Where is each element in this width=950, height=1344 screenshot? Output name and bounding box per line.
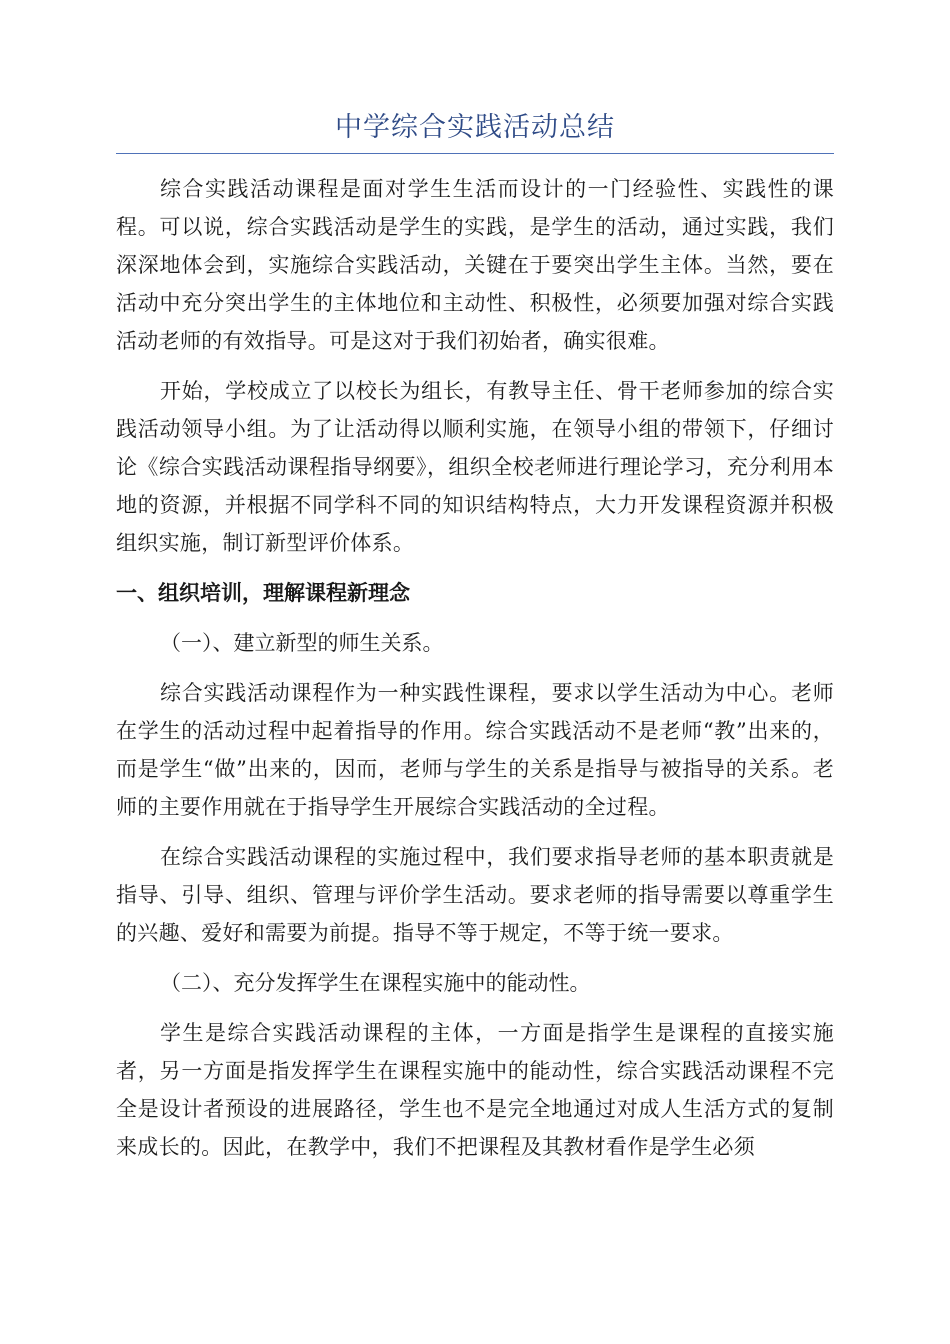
intro-paragraph-1: 综合实践活动课程是面对学生生活而设计的一门经验性、实践性的课程。可以说，综合实践活动是学生的实践，是学生的活动，通过实践，我们深深地体会到，实施综合实践活动，关键在于要突出学生主体。当然，要在活动中充分突出学生的主体地位和主动性、积极性，必须要加强对综合实践活动老师的有效指导。可是这对于我们初始者，确实很难。: [116, 177, 834, 353]
subsection-heading-2: （二）、充分发挥学生在课程实施中的能动性。: [160, 971, 591, 995]
subsection-heading-1: （一）、建立新型的师生关系。: [160, 631, 444, 655]
subsection-1-paragraph-1: 综合实践活动课程作为一种实践性课程，要求以学生活动为中心。老师在学生的活动过程中起着指导的作用。综合实践活动不是老师“教”出来的，而是学生“做”出来的，因而，老师与学生的关系是指导与被指导的关系。老师的主要作用就在于指导学生开展综合实践活动的全过程。: [116, 681, 834, 819]
subsection-2-paragraph-1: 学生是综合实践活动课程的主体，一方面是指学生是课程的直接实施者，另一方面是指发挥学生在课程实施中的能动性，综合实践活动课程不完全是设计者预设的进展路径，学生也不是完全地通过对成人生活方式的复制来成长的。因此，在教学中，我们不把课程及其教材看作是学生必须: [116, 1021, 834, 1159]
intro-paragraph-2: 开始，学校成立了以校长为组长，有教导主任、骨干老师参加的综合实践活动领导小组。为了让活动得以顺利实施，在领导小组的带领下，仔细讨论《综合实践活动课程指导纲要》，组织全校老师进行理论学习，充分利用本地的资源，并根据不同学科不同的知识结构特点，大力开发课程资源并积极组织实施，制订新型评价体系。: [116, 379, 834, 555]
document-title: 中学综合实践活动总结: [335, 112, 615, 143]
document-body: [116, 170, 834, 1178]
title-underline: [116, 153, 834, 154]
subsection-1-paragraph-2: 在综合实践活动课程的实施过程中，我们要求指导老师的基本职责就是指导、引导、组织、管理与评价学生活动。要求老师的指导需要以尊重学生的兴趣、爱好和需要为前提。指导不等于规定，不等于统一要求。: [116, 845, 834, 945]
section-heading-1: 一、组织培训，理解课程新理念: [116, 581, 410, 605]
